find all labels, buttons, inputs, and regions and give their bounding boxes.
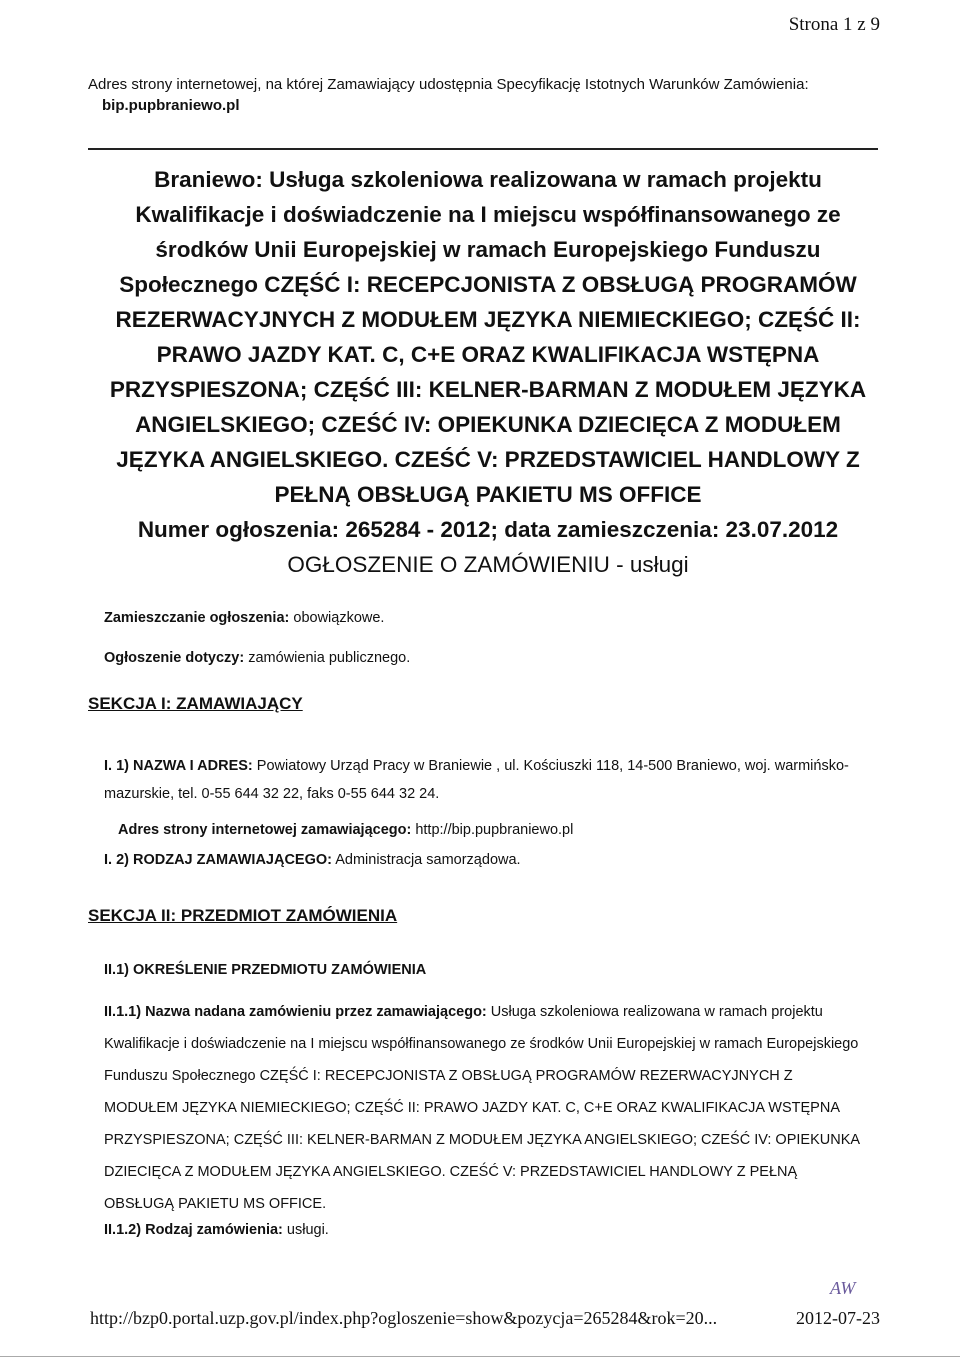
notice-number-line: Numer ogłoszenia: 265284 - 2012; data zamieszczenia: 23.07.2012 — [137, 517, 839, 542]
i1-label: I. 1) NAZWA I ADRES: — [104, 758, 253, 774]
authority-type — [104, 848, 864, 872]
notice-title: Braniewo: Usługa szkoleniowa realizowana w ramach projektu Kwalifikacje i doświadczenie na I miejscu współfinansowanego ze środków Unii Europejskiej w ramach Europejskiego Funduszu Społecznego CZĘŚĆ I: RECEPCJONISTA Z OBSŁUGĄ PROGRAMÓW REZERWACYJNYCH Z MODUŁEM JĘZYKA NIEMIECKIEGO; CZĘŚĆ II: PRAWO JAZDY KAT. C, C+E ORAZ KWALIFIKACJA WSTĘPNA PRZYSPIESZONA; CZĘŚĆ III: KELNER-BARMAN Z MODUŁEM JĘZYKA ANGIELSKIEGO; CZEŚĆ IV: OPIEKUNKA DZIECIĘCA Z MODUŁEM JĘZYKA ANGIELSKIEGO. CZEŚĆ V: PRZEDSTAWICIEL HANDLOWY Z PEŁNĄ OBSŁUGĄ PAKIETU MS OFFICE — [109, 167, 867, 507]
contract-type — [104, 1218, 864, 1242]
placement-label: Zamieszczanie ogłoszenia: — [104, 610, 290, 626]
notice-title-block — [108, 162, 868, 582]
section-2-heading: SEKCJA II: PRZEDMIOT ZAMÓWIENIA — [88, 906, 398, 925]
siwz-address-label: Adres strony internetowej, na której Zamawiający udostępnia Specyfikację Istotnych Warunków Zamówienia: — [88, 76, 809, 93]
section-1-heading: SEKCJA I: ZAMAWIAJĄCY — [88, 694, 303, 713]
contracting-authority-name — [104, 752, 864, 808]
ii1-heading: II.1) OKREŚLENIE PRZEDMIOTU ZAMÓWIENIA — [104, 962, 427, 978]
ii11-value: Usługa szkoleniowa realizowana w ramach projektu Kwalifikacje i doświadczenie na I miejscu współfinansowanego ze środków Unii Europejskiej w ramach Europejskiego Funduszu Społecznego CZĘŚĆ I: RECEPCJONISTA Z OBSŁUGĄ PROGRAMÓW REZERWACYJNYCH Z MODUŁEM JĘZYKA NIEMIECKIEGO; CZĘŚĆ II: PRAWO JAZDY KAT. C, C+E ORAZ KWALIFIKACJA WSTĘPNA PRZYSPIESZONA; CZĘŚĆ III: KELNER-BARMAN Z MODUŁEM JĘZYKA ANGIELSKIEGO; CZEŚĆ IV: OPIEKUNKA DZIECIĘCA Z MODUŁEM JĘZYKA ANGIELSKIEGO. CZEŚĆ V: PRZEDSTAWICIEL HANDLOWY Z PEŁNĄ OBSŁUGĄ PAKIETU MS OFFICE. — [104, 1004, 860, 1212]
footer-date: 2012-07-23 — [796, 1308, 880, 1328]
notice-meta — [104, 598, 864, 678]
ii12-label: II.1.2) Rodzaj zamówienia: — [104, 1222, 283, 1238]
placement-row — [104, 598, 864, 638]
url-label: Adres strony internetowej zamawiającego: — [118, 822, 412, 838]
page-number: Strona 1 z 9 — [788, 14, 880, 35]
i2-label: I. 2) RODZAJ ZAMAWIAJĄCEGO: — [104, 852, 332, 868]
authority-website — [118, 818, 878, 842]
handwritten-initials: AW — [830, 1278, 856, 1298]
footer-url: http://bzp0.portal.uzp.gov.pl/index.php?ogloszenie=show&pozycja=265284&rok=20... — [90, 1308, 718, 1328]
i2-value: Administracja samorządowa. — [335, 852, 521, 868]
scan-edge — [0, 1356, 960, 1357]
i1-value: Powiatowy Urząd Pracy w Braniewie , ul. Kościuszki 118, 14-500 Braniewo, woj. warmińsko-mazurskie, tel. 0-55 644 32 22, faks 0-55 644 32 24. — [104, 758, 849, 802]
ii12-value: usługi. — [286, 1222, 329, 1238]
siwz-address-domain: bip.pupbraniewo.pl — [102, 97, 240, 114]
placement-value: obowiązkowe. — [293, 610, 385, 626]
siwz-address — [88, 74, 888, 116]
concerns-value: zamówienia publicznego. — [248, 650, 411, 666]
print-footer — [90, 1308, 880, 1329]
notice-kind: OGŁOSZENIE O ZAMÓWIENIU - usługi — [287, 552, 689, 577]
header-divider — [88, 148, 878, 150]
contract-name — [104, 996, 864, 1220]
url-value: http://bip.pupbraniewo.pl — [415, 822, 574, 838]
concerns-row — [104, 638, 864, 678]
concerns-label: Ogłoszenie dotyczy: — [104, 650, 245, 666]
ii11-label: II.1.1) Nazwa nadana zamówieniu przez zamawiającego: — [104, 1004, 487, 1020]
